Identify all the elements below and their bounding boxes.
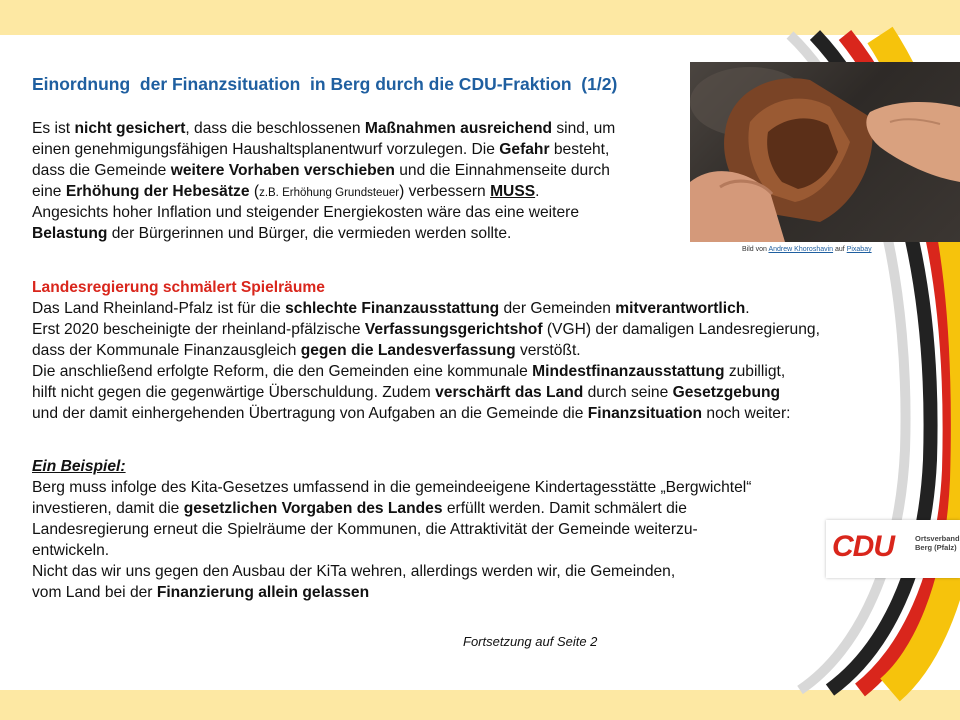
- text-line: dass der Kommunale Finanzausgleich gegen die Landesverfassung verstößt.: [32, 342, 581, 359]
- text-line: hilft nicht gegen die gegenwärtige Überschuldung. Zudem verschärft das Land durch seine Gesetzgebung: [32, 384, 781, 401]
- paragraph-state-government: [32, 277, 820, 424]
- text-line: dass die Gemeinde weitere Vorhaben verschieben und die Einnahmenseite durch: [32, 162, 610, 179]
- pixabay-link[interactable]: Pixabay: [846, 246, 872, 253]
- text-line: Nicht das wir uns gegen den Ausbau der KiTa wehren, allerdings werden wir, die Gemeinden,: [32, 563, 676, 580]
- text-line: Das Land Rheinland-Pfalz ist für die schlechte Finanzausstattung der Gemeinden mitverantwortlich.: [32, 300, 750, 317]
- author-link[interactable]: Andrew Khoroshavin: [768, 246, 834, 253]
- wallet-hands-image: [690, 62, 960, 242]
- text-line: Die anschließend erfolgte Reform, die den Gemeinden eine kommunale Mindestfinanzausstattung zubilligt,: [32, 363, 786, 380]
- text-line: investieren, damit die gesetzlichen Vorgaben des Landes erfüllt werden. Damit schmälert die: [32, 500, 687, 517]
- text-line: Es ist nicht gesichert, dass die beschlossenen Maßnahmen ausreichend sind, um: [32, 120, 616, 137]
- text-line: einen genehmigungsfähigen Haushaltsplanentwurf vorzulegen. Die Gefahr besteht,: [32, 141, 610, 158]
- text-line: entwickeln.: [32, 542, 110, 559]
- section-heading: Ein Beispiel:: [32, 458, 126, 475]
- continuation-note: Fortsetzung auf Seite 2: [463, 634, 598, 649]
- text-line: vom Land bei der Finanzierung allein gelassen: [32, 584, 370, 601]
- logo-brand: CDU: [832, 530, 894, 563]
- text-line: Angesichts hoher Inflation und steigender Energiekosten wäre das eine weitere: [32, 204, 579, 221]
- text-line: eine Erhöhung der Hebesätze (z.B. Erhöhung Grundsteuer) verbessern MUSS.: [32, 183, 540, 200]
- text-line: Erst 2020 bescheinigte der rheinland-pfälzische Verfassungsgerichtshof (VGH) der damaligen Landesregierung,: [32, 321, 820, 338]
- cdu-logo: [826, 520, 960, 578]
- image-credit: Bild von Andrew Khoroshavin auf Pixabay: [742, 246, 872, 253]
- paragraph-financial-risk: [32, 118, 615, 244]
- text-line: Landesregierung erneut die Spielräume der Kommunen, die Attraktivität der Gemeinde weiterzu-: [32, 521, 698, 538]
- text-line: Belastung der Bürgerinnen und Bürger, die vermieden werden sollte.: [32, 225, 512, 242]
- text-line: und der damit einhergehenden Übertragung von Aufgaben an die Gemeinde die Finanzsituation noch weiter:: [32, 405, 791, 422]
- paragraph-example: [32, 456, 751, 603]
- logo-subtitle: Ortsverband Berg (Pfalz): [915, 534, 960, 552]
- page-title: Einordnung der Finanzsituation in Berg durch die CDU-Fraktion (1/2): [32, 74, 618, 94]
- empty-wallet-photo: [690, 62, 960, 242]
- section-heading: Landesregierung schmälert Spielräume: [32, 279, 325, 296]
- text-line: Berg muss infolge des Kita-Gesetzes umfassend in die gemeindeeigene Kindertagesstätte „Bergwichtel“: [32, 479, 752, 496]
